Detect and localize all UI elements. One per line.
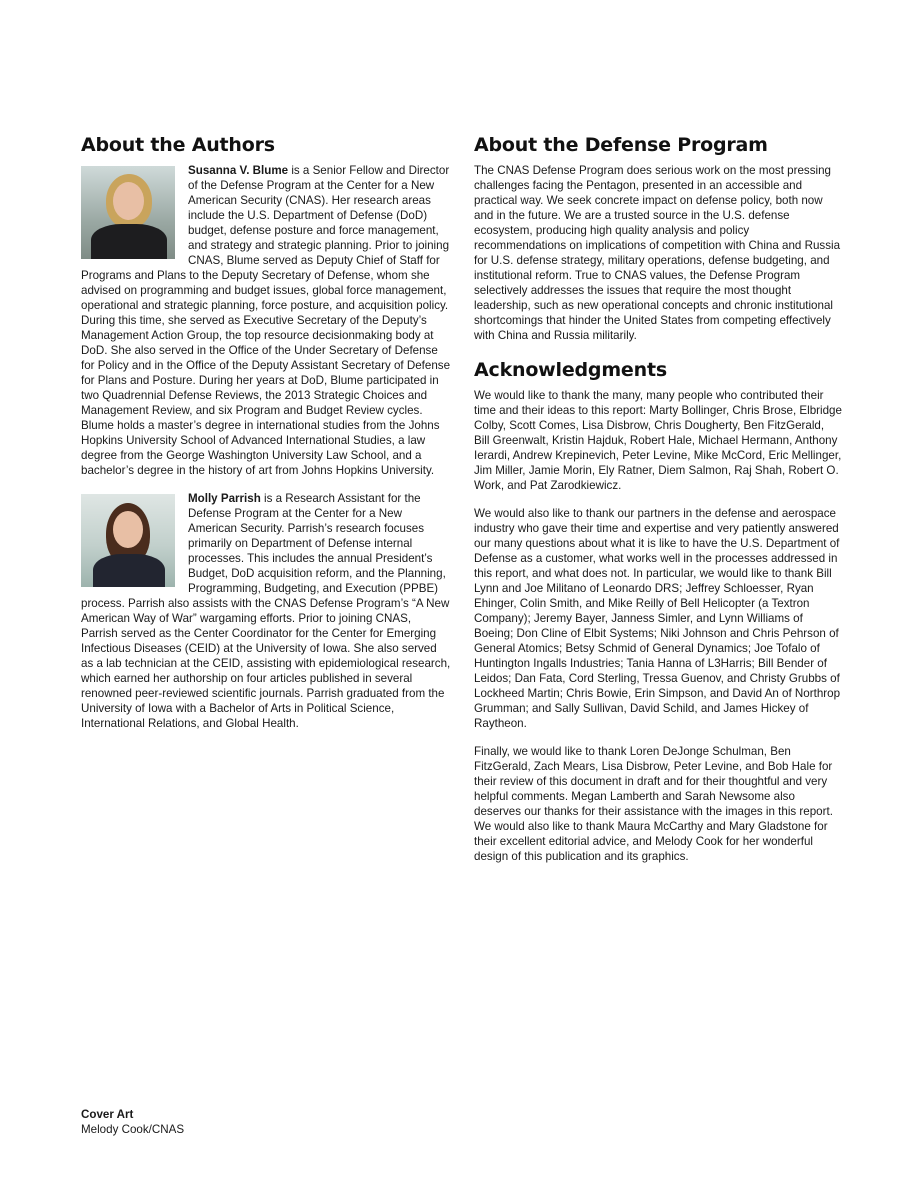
cover-art-label: Cover Art <box>81 1108 134 1121</box>
acknowledgments-section <box>474 359 842 864</box>
author-bio <box>81 491 451 731</box>
about-authors-heading: About the Authors <box>81 134 275 156</box>
acknowledgments-paragraph: Finally, we would like to thank Loren DeJonge Schulman, Ben FitzGerald, Zach Mears, Lisa Disbrow, Peter Levine, and Bob Hale for their review of this document in draft and for their thoughtful and very helpful comments. Megan Lamberth and Sarah Newsome also deserves our thanks for their assistance with the images in this report. We would also like to thank Maura McCarthy and Mary Gladstone for their excellent editorial advice, and Melody Cook for her wonderful design of this publication and its graphics. <box>474 745 833 863</box>
author-bio <box>81 163 451 478</box>
author-photo-blume <box>81 166 175 259</box>
acknowledgments-paragraph: We would like to thank the many, many people who contributed their time and their ideas to this report: Marty Bollinger, Chris Brose, Elbridge Colby, Scott Comes, Lisa Disbrow, Chris Dougherty, Ben FitzGerald, Bill Greenwalt, Kristin Hajduk, Robert Hale, Michael Hermann, Anthony Ierardi, Andrew Krepinevich, Peter Levine, Mike McCord, Eric Mellinger, Jim Miller, Jamie Morin, Ely Ratner, Diem Salmon, Raj Shah, Robert O. Work, and Pat Zarodkiewicz. <box>474 389 842 492</box>
left-column <box>81 134 451 731</box>
author-bio-body: is a Senior Fellow and Director of the Defense Program at the Center for a New American Security (CNAS). Her research areas include the U.S. Department of Defense (DoD) budget, defense posture and force management, and strategy and strategic planning. Prior to joining CNAS, Blume served as Deputy Chief of Staff for Programs and Plans to the Deputy Secretary of Defense, whom she advised on programming and budget issues, global force management, operational and strategic planning, force posture, and acquisition policy. During this time, she served as Executive Secretary of the Deputy’s Management Action Group, the top resource decisionmaking body at DoD. She also served in the Office of the Under Secretary of Defense for Policy and in the Office of the Deputy Assistant Secretary of Defense for Plans and Posture. During her years at DoD, Blume participated in two Quadrennial Defense Reviews, the 2013 Strategic Choices and Management Review, and six Program and Budget Review cycles. Blume holds a master’s degree in international studies from the Johns Hopkins University School of Advanced International Studies, a law degree from the George Washington University Law School, and a bachelor’s degree in the history of art from Johns Hopkins University. <box>81 164 451 477</box>
acknowledgments-heading: Acknowledgments <box>474 359 667 381</box>
author-name: Molly Parrish <box>188 492 261 505</box>
about-authors-section <box>81 134 451 731</box>
author-name: Susanna V. Blume <box>188 164 289 177</box>
acknowledgments-paragraph: We would also like to thank our partners in the defense and aerospace industry who gave their time and expertise and very patiently answered our many questions about what it is like to have the U.S. Department of Defense as a customer, what works well in the processes addressed in this report, and what does not. In particular, we would like to thank Bill Lynn and Joe Militano of Leonardo DRS; Jeffrey Schloesser, Ryan Ehinger, Colin Smith, and Mike Reilly of Bell Helicopter (a Textron Company); Jeremy Bayer, Janness Simler, and Lynn Williams of Boeing; Don Cline of Elbit Systems; Niki Johnson and Chris Pehrson of General Atomics; Betsy Schmid of General Dynamics; Joe Tofalo of Huntington Ingalls Industries; Tania Hanna of L3Harris; Bill Bender of Leidos; Dan Fata, Cord Sterling, Tressa Guenov, and Christy Grubbs of Lockheed Martin; Chris Bowie, Erin Simpson, and David An of Northrop Grumman; and Sally Sullivan, David Schild, and James Hickey of Raytheon. <box>474 507 841 730</box>
defense-program-heading: About the Defense Program <box>474 134 768 156</box>
cover-art-credit <box>81 1107 381 1137</box>
author-bio-body: is a Research Assistant for the Defense Program at the Center for a New American Security. Parrish’s research focuses primarily on Department of Defense internal processes. This includes the annual President’s Budget, DoD acquisition reform, and the Planning, Programming, Budgeting, and Execution (PPBE) process. Parrish also assists with the CNAS Defense Program’s “A New American Way of War” wargaming efforts. Prior to joining CNAS, Parrish served as the Center Coordinator for the Center for Emerging Infectious Diseases (CEID) at the University of Iowa. She also served as a lab technician at the CEID, assisting with epidemiological research, which earned her authorship on four articles published in several renowned peer-reviewed scientific journals. Parrish graduated from the University of Iowa with a Bachelor of Arts in Political Science, International Relations, and Global Health. <box>81 492 451 730</box>
author-photo-parrish <box>81 494 175 587</box>
defense-program-section <box>474 134 842 343</box>
right-column <box>474 134 842 864</box>
cover-art-credit-text: Melody Cook/CNAS <box>81 1123 185 1136</box>
defense-program-text: The CNAS Defense Program does serious work on the most pressing challenges facing the Pentagon, presented in an accessible and practical way. We seek concrete impact on defense policy, both now and in the future. We are a trusted source in the U.S. defense ecosystem, producing high quality analysis and policy recommendations on implications of competition with China and Russia for U.S. defense strategy, military operations, defense budgeting, and institutional reform. True to CNAS values, the Defense Program selectively addresses the issues that require the most thought leadership, such as new operational concepts and chronic institutional shortcomings that hinder the United States from competing effectively with China and Russia militarily. <box>474 164 841 342</box>
